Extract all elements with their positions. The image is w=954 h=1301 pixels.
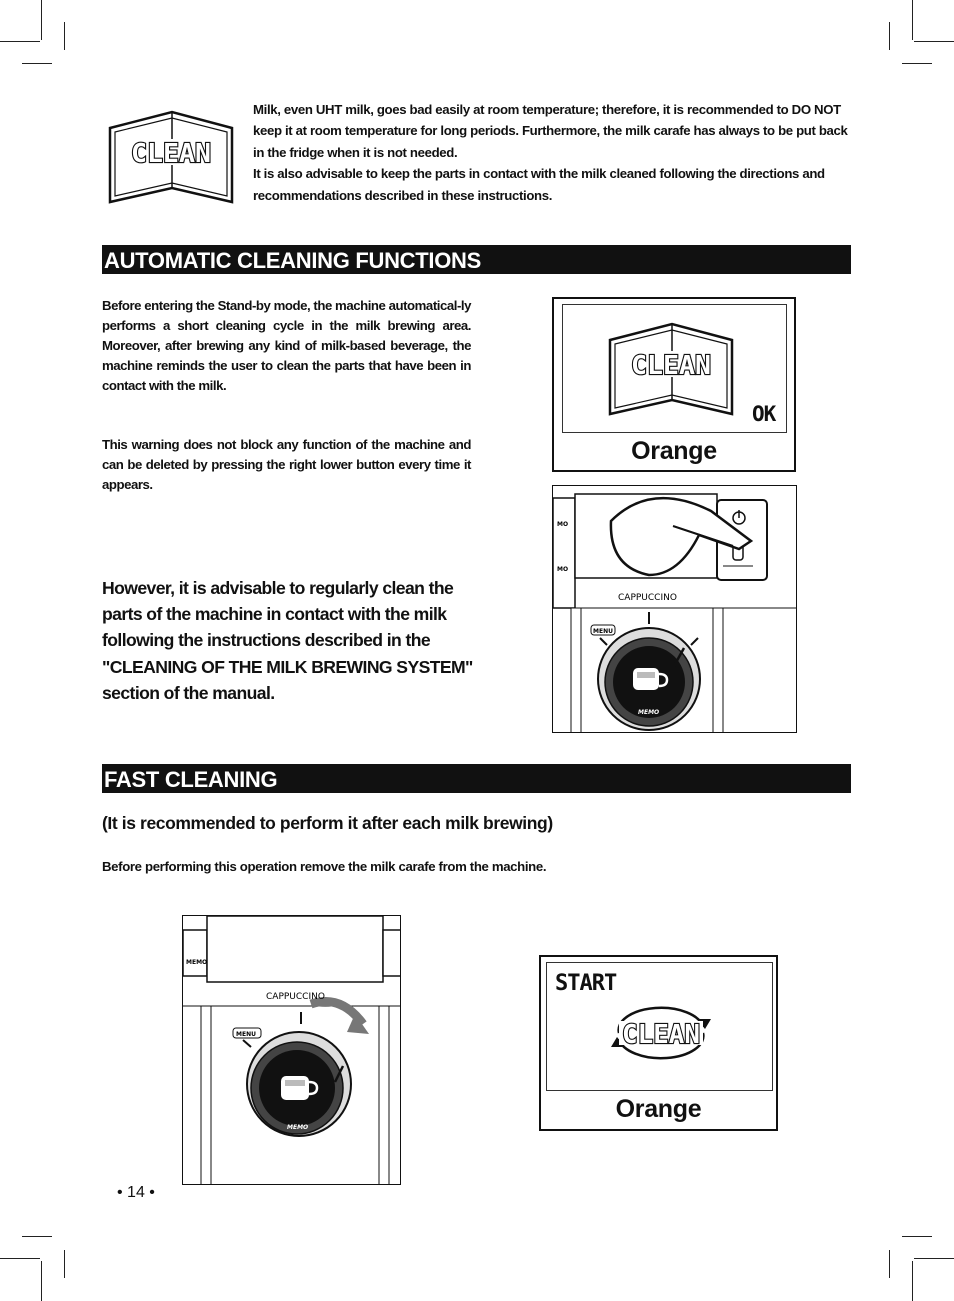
crop-mark xyxy=(64,22,65,50)
crop-mark xyxy=(912,0,913,40)
crop-mark xyxy=(902,63,932,64)
intro-text xyxy=(253,99,853,206)
paragraph-text: Before entering the Stand-by mode, the machine automatical-ly performs a short cleaning cycle in the milk brewing area. Moreover, after brewing any kind of milk-based beverage, the machine reminds the user to clean the parts that have been in contact with the milk. xyxy=(102,298,471,393)
ok-soft-key-label: OK xyxy=(752,402,776,426)
crop-mark xyxy=(41,1261,42,1301)
paragraph-text: However, it is advisable to regularly clean the parts of the machine in contact with the milk following the instructions described in the "CLEANING OF THE MILK BREWING SYSTEM" section of the manual. xyxy=(102,578,473,703)
crop-mark xyxy=(0,1258,40,1259)
clean-screen-text: CLEAN xyxy=(622,1020,700,1050)
display-start-clean xyxy=(539,955,778,1131)
section-heading-text: AUTOMATIC CLEANING FUNCTIONS xyxy=(104,248,481,273)
crop-mark xyxy=(64,1250,65,1278)
display-screen xyxy=(546,962,773,1091)
memo-text: MEMO xyxy=(287,1124,309,1131)
intro-paragraph: Milk, even UHT milk, goes bad easily at room temperature; therefore, it is recommended to DO NOT keep it at room temperature for long periods. Furthermore, the milk carafe has always to be put back in the fridge when it is not needed. xyxy=(253,102,848,160)
machine-brand-text: CAPPUCCINO xyxy=(618,593,677,603)
menu-button-text: MENU xyxy=(236,1031,256,1038)
crop-mark xyxy=(912,1261,913,1301)
clean-icon-text: CLEAN xyxy=(131,139,211,169)
crop-mark xyxy=(22,63,52,64)
side-label: MO xyxy=(557,566,569,573)
display-color-label: Orange xyxy=(631,437,717,465)
crop-mark xyxy=(889,1250,890,1278)
clean-flag-icon xyxy=(606,320,736,418)
machine-knob-illustration xyxy=(182,915,401,1185)
memo-text: MEMO xyxy=(638,709,660,716)
auto-cleaning-paragraph-2 xyxy=(102,435,471,495)
crop-mark xyxy=(889,22,890,50)
auto-cleaning-paragraph-3 xyxy=(102,575,474,706)
section-heading-text: FAST CLEANING xyxy=(104,767,278,792)
clean-cycle-icon xyxy=(611,1005,711,1061)
machine-panel-illustration xyxy=(552,485,797,733)
auto-cleaning-paragraph-1 xyxy=(102,296,471,396)
start-soft-key-label: START xyxy=(555,971,617,996)
clean-flag-icon xyxy=(106,108,236,206)
machine-panel-drawing xyxy=(553,486,797,733)
side-label: MO xyxy=(557,521,569,528)
paragraph-text: This warning does not block any function of the machine and can be deleted by pressing the right lower button every time it appears. xyxy=(102,437,471,492)
machine-brand-text: CAPPUCCINO xyxy=(266,992,325,1002)
clean-screen-text: CLEAN xyxy=(631,351,711,381)
machine-knob-drawing xyxy=(183,916,401,1185)
crop-mark xyxy=(902,1236,932,1237)
section-heading-automatic-cleaning xyxy=(102,245,851,274)
crop-mark xyxy=(22,1236,52,1237)
menu-button-text: MENU xyxy=(593,628,613,635)
section-heading-fast-cleaning xyxy=(102,764,851,793)
crop-mark xyxy=(914,41,954,42)
crop-mark xyxy=(0,41,40,42)
fast-cleaning-subheading: (It is recommended to perform it after each milk brewing) xyxy=(102,813,553,833)
display-clean-ok xyxy=(552,297,796,472)
side-label: MEMO xyxy=(186,959,208,966)
crop-mark xyxy=(914,1258,954,1259)
page-number: • 14 • xyxy=(117,1184,155,1201)
crop-mark xyxy=(41,0,42,40)
display-color-label: Orange xyxy=(615,1095,702,1123)
display-screen xyxy=(562,304,787,433)
intro-paragraph: It is also advisable to keep the parts in contact with the milk cleaned following the directions and recommendations described in these instructions. xyxy=(253,166,825,203)
fast-cleaning-note: Before performing this operation remove the milk carafe from the machine. xyxy=(102,859,547,874)
